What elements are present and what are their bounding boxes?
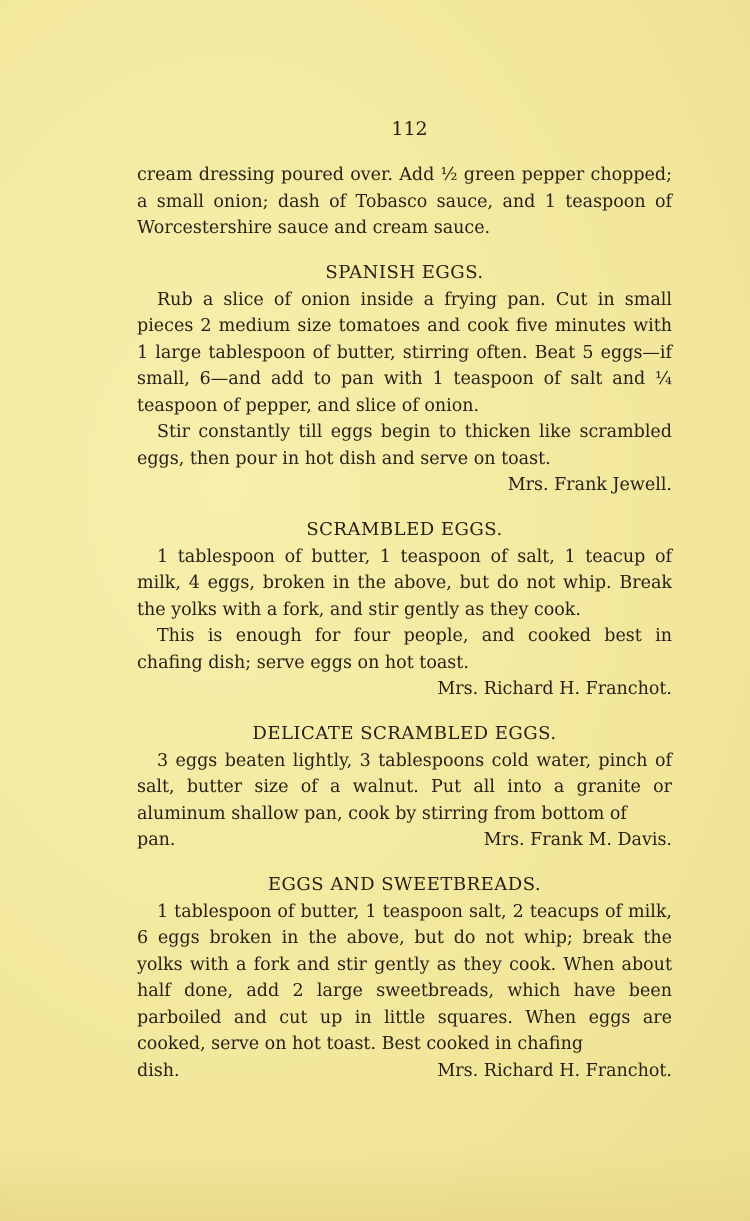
recipe-closing-line — [137, 827, 672, 854]
page-number: 112 — [391, 118, 428, 140]
recipe-last-word: pan. — [137, 830, 176, 850]
recipe-title: SCRAMBLED EGGS. — [306, 518, 503, 540]
page-edge-shading — [0, 1151, 750, 1221]
recipe-paragraph: 1 tablespoon of butter, 1 teaspoon salt, 2 teacups of milk, 6 eggs broken in the above, but do not whip; break the yolks with a fork and stir gently as they cook. When about half done, add 2 large sweetbreads, which have been parboiled and cut up in little squares. When eggs are cooked, serve on hot toast. Best cooked in chafing — [137, 901, 672, 1054]
recipe-delicate-scrambled-eggs — [137, 723, 672, 854]
recipe-author: Mrs. Richard H. Franchot. — [437, 679, 672, 699]
recipe-title: EGGS AND SWEETBREADS. — [267, 873, 542, 895]
recipe-title: SPANISH EGGS. — [325, 261, 484, 283]
recipe-paragraph: Stir constantly till eggs begin to thicken like scrambled eggs, then pour in hot dish and serve on toast. — [137, 422, 672, 469]
recipe-paragraph: 3 eggs beaten lightly, 3 tablespoons cold water, pinch of salt, butter size of a walnut. Put all into a granite or aluminum shallow pan, cook by stirring from bottom of — [137, 750, 672, 824]
intro-paragraph: cream dressing poured over. Add ½ green pepper chopped; a small onion; dash of Tobasco sauce, and 1 teaspoon of Worcestershire sauce and cream sauce. — [137, 165, 672, 238]
recipe-scrambled-eggs — [137, 519, 672, 703]
recipe-last-word: dish. — [137, 1060, 180, 1081]
recipe-paragraph: This is enough for four people, and cooked best in chafing dish; serve eggs on hot toast. — [137, 626, 672, 673]
recipe-closing-line — [137, 1058, 672, 1085]
recipe-author: Mrs. Frank Jewell. — [507, 475, 672, 495]
recipe-paragraph: Rub a slice of onion inside a frying pan. Cut in small pieces 2 medium size tomatoes and cook five minutes with 1 large tablespoon of butter, stirring often. Beat 5 eggs—if small, 6—and add to pan with 1 teaspoon of salt and ¼ teaspoon of pepper, and slice of onion. — [137, 289, 672, 416]
recipe-paragraph: 1 tablespoon of butter, 1 teaspoon of salt, 1 teacup of milk, 4 eggs, broken in the above, but do not whip. Break the yolks with a fork, and stir gently as they cook. — [137, 546, 672, 620]
recipe-author: Mrs. Richard H. Franchot. — [437, 1060, 672, 1081]
recipe-author: Mrs. Frank M. Davis. — [483, 830, 672, 850]
recipe-spanish-eggs — [137, 262, 672, 499]
recipe-title: DELICATE SCRAMBLED EGGS. — [252, 722, 557, 744]
recipe-eggs-and-sweetbreads — [137, 874, 672, 1085]
